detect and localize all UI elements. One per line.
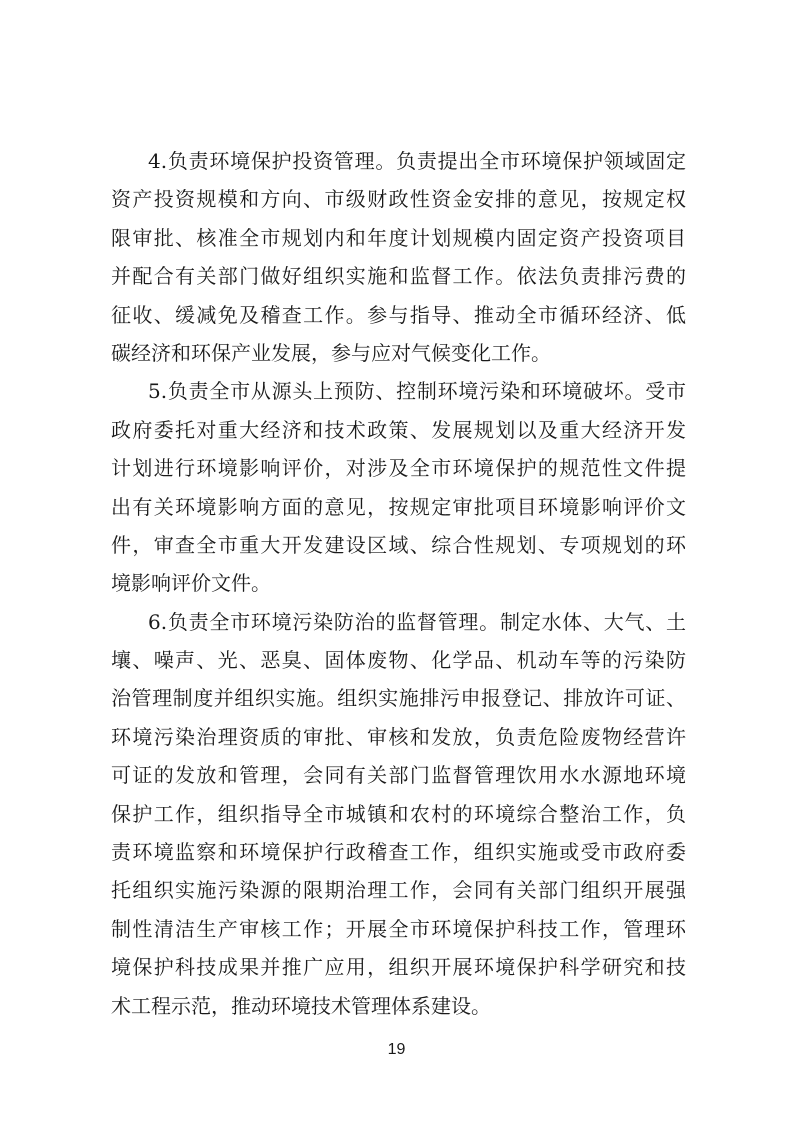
text-line: 环境污染治理资质的审批、审核和发放，负责危险废物经营许 [111,724,686,749]
page-number: 19 [387,1041,406,1058]
text-line: 征收、缓减免及稽查工作。参与指导、推动全市循环经济、低 [111,302,686,327]
text-line: 件，审查全市重大开发建设区域、综合性规划、专项规划的环 [111,532,686,557]
paragraph-item-4 [111,142,686,372]
paragraph-item-5 [111,372,686,602]
text-line: 托组织实施污染源的限期治理工作，会同有关部门组织开展强 [111,878,686,903]
text-line: 保护工作，组织指导全市城镇和农村的环境综合整治工作，负 [111,801,686,826]
text-line: 并配合有关部门做好组织实施和监督工作。依法负责排污费的 [111,264,686,289]
text-line: 资产投资规模和方向、市级财政性资金安排的意见，按规定权 [111,187,686,212]
text-line: 计划进行环境影响评价，对涉及全市环境保护的规范性文件提 [111,456,686,481]
text-line: 责环境监察和环境保护行政稽查工作，组织实施或受市政府委 [111,840,686,865]
paragraph-item-6 [111,603,686,1025]
text-line: 治管理制度并组织实施。组织实施排污申报登记、排放许可证、 [111,686,686,711]
text-line: 限审批、核准全市规划内和年度计划规模内固定资产投资项目 [111,225,686,250]
text-line: 4.负责环境保护投资管理。负责提出全市环境保护领域固定 [148,149,686,173]
body-text [111,142,686,1025]
text-line: 5.负责全市从源头上预防、控制环境污染和环境破坏。受市 [148,379,686,404]
text-line: 碳经济和环保产业发展，参与应对气候变化工作。 [111,340,551,365]
text-line: 制性清洁生产审核工作；开展全市环境保护科技工作，管理环 [111,916,686,941]
text-line: 境保护科技成果并推广应用，组织开展环境保护科学研究和技 [111,955,686,980]
text-line: 术工程示范，推动环境技术管理体系建设。 [111,993,491,1018]
text-line: 壤、噪声、光、恶臭、固体废物、化学品、机动车等的污染防 [111,648,686,673]
text-line: 可证的发放和管理，会同有关部门监督管理饮用水水源地环境 [111,763,686,788]
text-line: 出有关环境影响方面的意见，按规定审批项目环境影响评价文 [111,494,686,519]
text-line: 境影响评价文件。 [111,571,271,596]
text-line: 6.负责全市环境污染防治的监督管理。制定水体、大气、土 [148,609,686,634]
text-line: 政府委托对重大经济和技术政策、发展规划以及重大经济开发 [111,417,686,442]
